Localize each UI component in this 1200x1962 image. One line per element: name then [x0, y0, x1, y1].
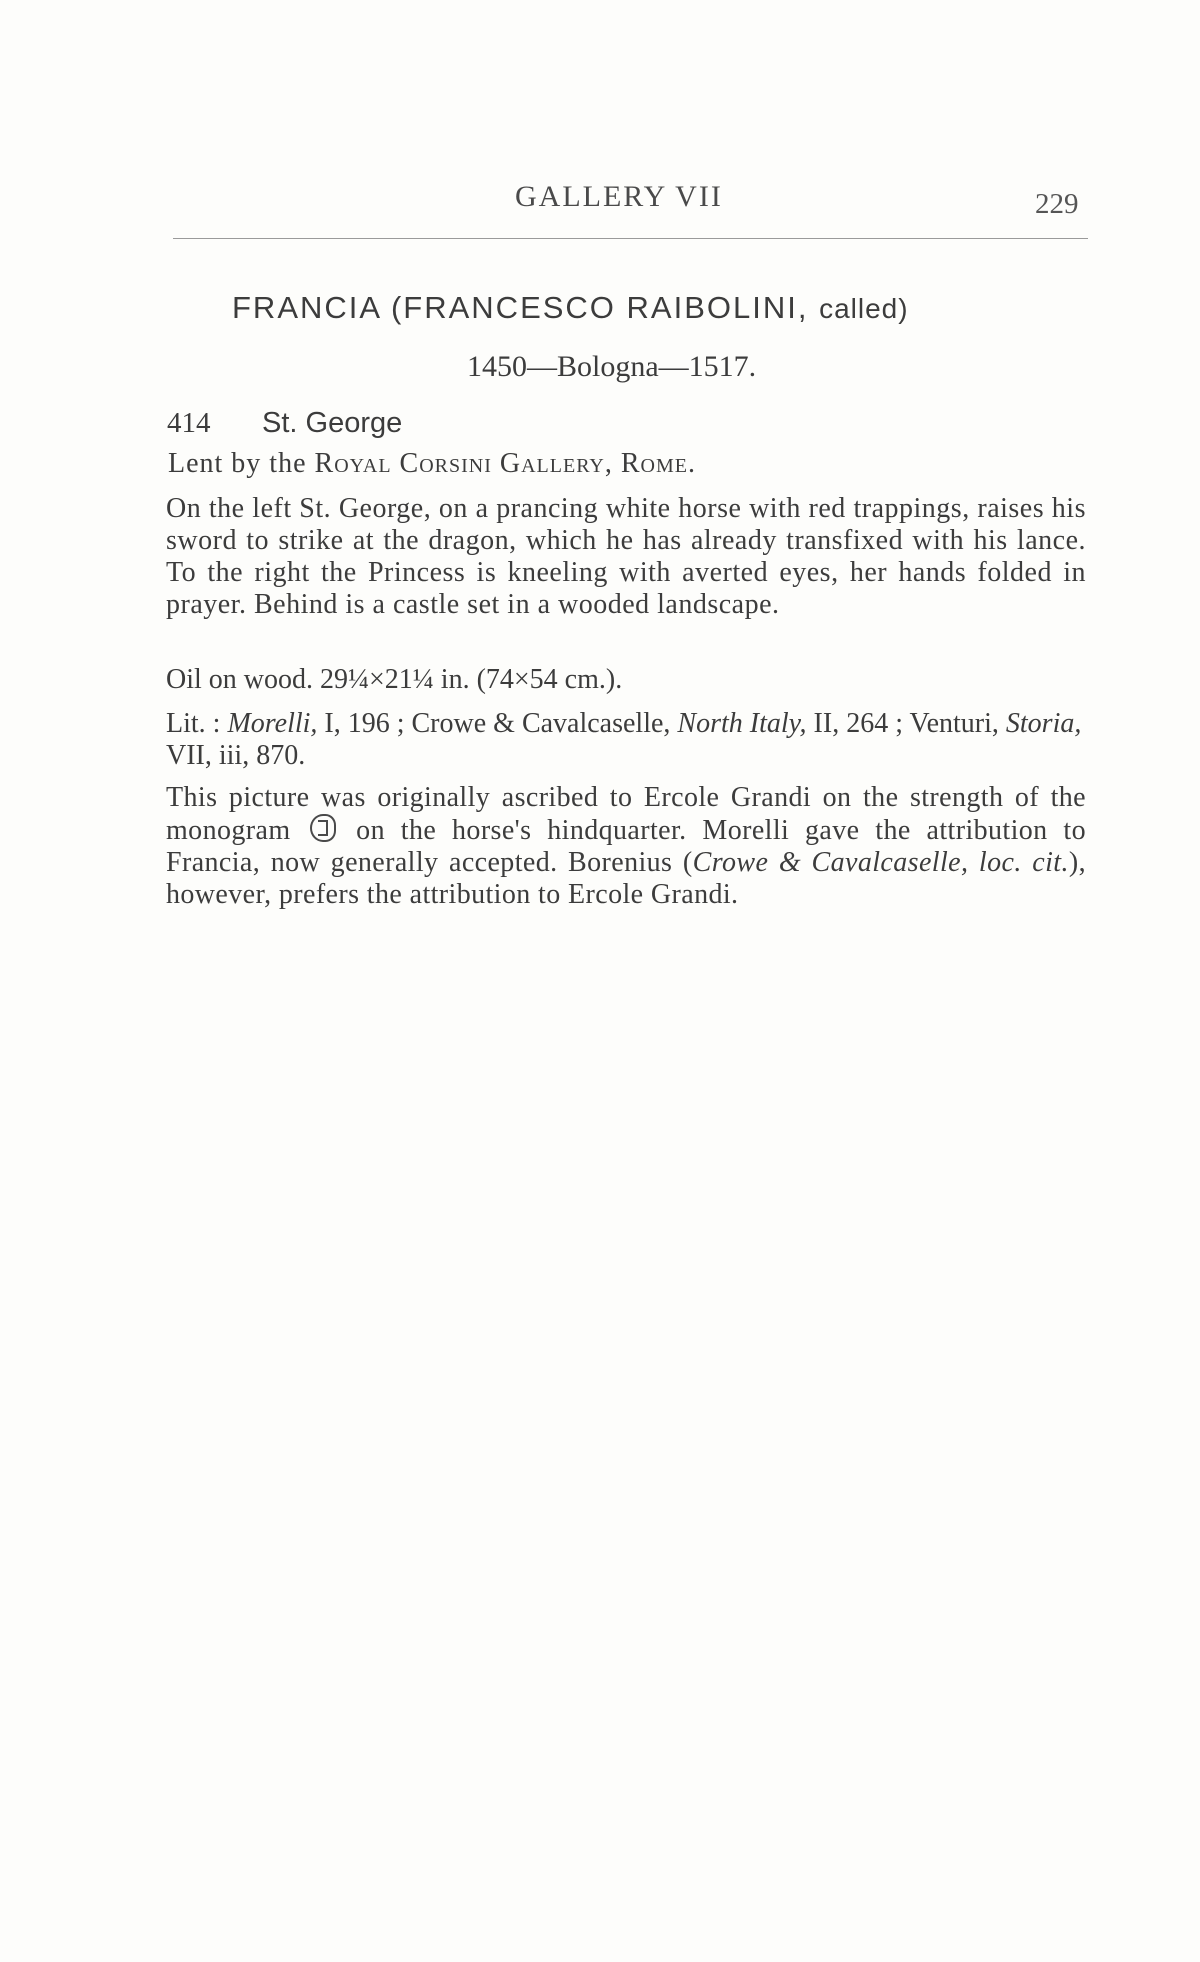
lent-prefix: Lent by the [168, 448, 307, 479]
literature-references [166, 708, 1086, 772]
entry-description: On the left St. George, on a prancing white horse with red trappings, raises his sword to strike at the dragon, which he has already transfixed with his lance. To the right the Princess is kneeling with averted eyes, her hands folded in prayer. Behind is a castle set in a wooded landscape. [166, 493, 1086, 620]
lender-name: Royal Corsini Gallery, Rome. [314, 448, 696, 479]
page-number: 229 [1035, 188, 1079, 220]
lit-ref-storia-detail: VII, iii, 870. [166, 740, 306, 771]
running-head: GALLERY VII [515, 180, 723, 213]
monogram-icon [310, 814, 336, 842]
note-part-3: ), however, prefers the attribution to Ercole Grandi. [166, 847, 1086, 910]
lit-prefix: Lit. : [166, 708, 221, 739]
lender-line [168, 448, 696, 480]
header-rule [173, 238, 1088, 239]
entry-medium: Oil on wood. 29¼×21¼ in. (74×54 cm.). [166, 664, 623, 695]
note-part-1: This picture was originally ascribed to Ercole Grandi on the strength of the monogram [166, 782, 1086, 846]
entry-number: 414 [167, 407, 211, 439]
attribution-note [166, 782, 1086, 911]
lit-ref-north-italy: North Italy, [677, 708, 807, 739]
lit-ref-morelli-detail: I, 196 ; Crowe & Cavalcaselle, [324, 708, 671, 739]
note-italic-ref: Crowe & Cavalcaselle, loc. cit. [692, 847, 1069, 878]
artist-name: FRANCIA (FRANCESCO RAIBOLINI, [232, 290, 809, 325]
entry-title: St. George [262, 407, 403, 439]
artist-heading [232, 290, 909, 326]
lit-ref-north-italy-detail: II, 264 ; Venturi, [813, 708, 999, 739]
entry-heading [167, 407, 402, 440]
lit-ref-morelli: Morelli, [227, 708, 318, 739]
artist-called: called) [819, 293, 909, 324]
lit-ref-storia: Storia, [1005, 708, 1082, 739]
artist-dates: 1450—Bologna—1517. [467, 350, 757, 383]
note-part-2: on the horse's hindquarter. Morelli gave the attribution to Francia, now generally accepted. Borenius ( [166, 815, 1086, 878]
